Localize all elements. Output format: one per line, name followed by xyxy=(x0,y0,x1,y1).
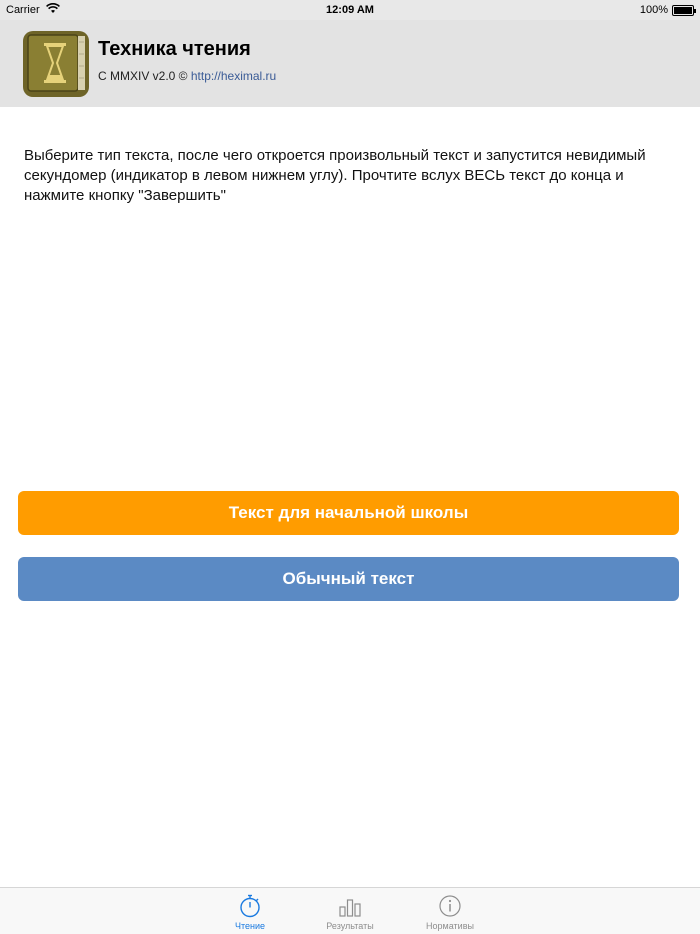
carrier-label: Carrier xyxy=(6,4,40,16)
website-link[interactable]: http://heximal.ru xyxy=(190,69,277,83)
battery-icon xyxy=(672,5,694,16)
app-version-line xyxy=(98,69,276,83)
status-time: 12:09 AM xyxy=(326,4,374,16)
stopwatch-icon xyxy=(238,894,262,918)
app-header xyxy=(0,20,700,107)
hourglass-book-icon xyxy=(22,30,90,98)
instructions-text: Выберите тип текста, после чего откроется произвольный текст и запустится невидимый секундомер (индикатор в левом нижнем углу). Прочтите вслух ВЕСЬ текст до конца и нажмите кнопку "Завершить" xyxy=(24,147,646,204)
tab-results[interactable] xyxy=(305,888,395,934)
primary-school-text-button[interactable]: Текст для начальной школы xyxy=(18,491,679,535)
tab-label: Чтение xyxy=(234,921,266,931)
tab-label: Нормативы xyxy=(426,921,474,931)
tab-reading[interactable] xyxy=(205,888,295,934)
bar-chart-icon xyxy=(338,894,362,918)
tab-label: Результаты xyxy=(326,921,374,931)
battery-percentage: 100% xyxy=(639,4,668,16)
regular-text-button[interactable]: Обычный текст xyxy=(18,557,679,601)
status-bar xyxy=(0,0,700,20)
tab-bar xyxy=(0,887,700,934)
tab-norms[interactable] xyxy=(405,888,495,934)
app-title: Техника чтения xyxy=(98,38,251,60)
copyright-text: С MMXIV v2.0 © xyxy=(98,69,191,83)
info-icon xyxy=(438,894,462,918)
